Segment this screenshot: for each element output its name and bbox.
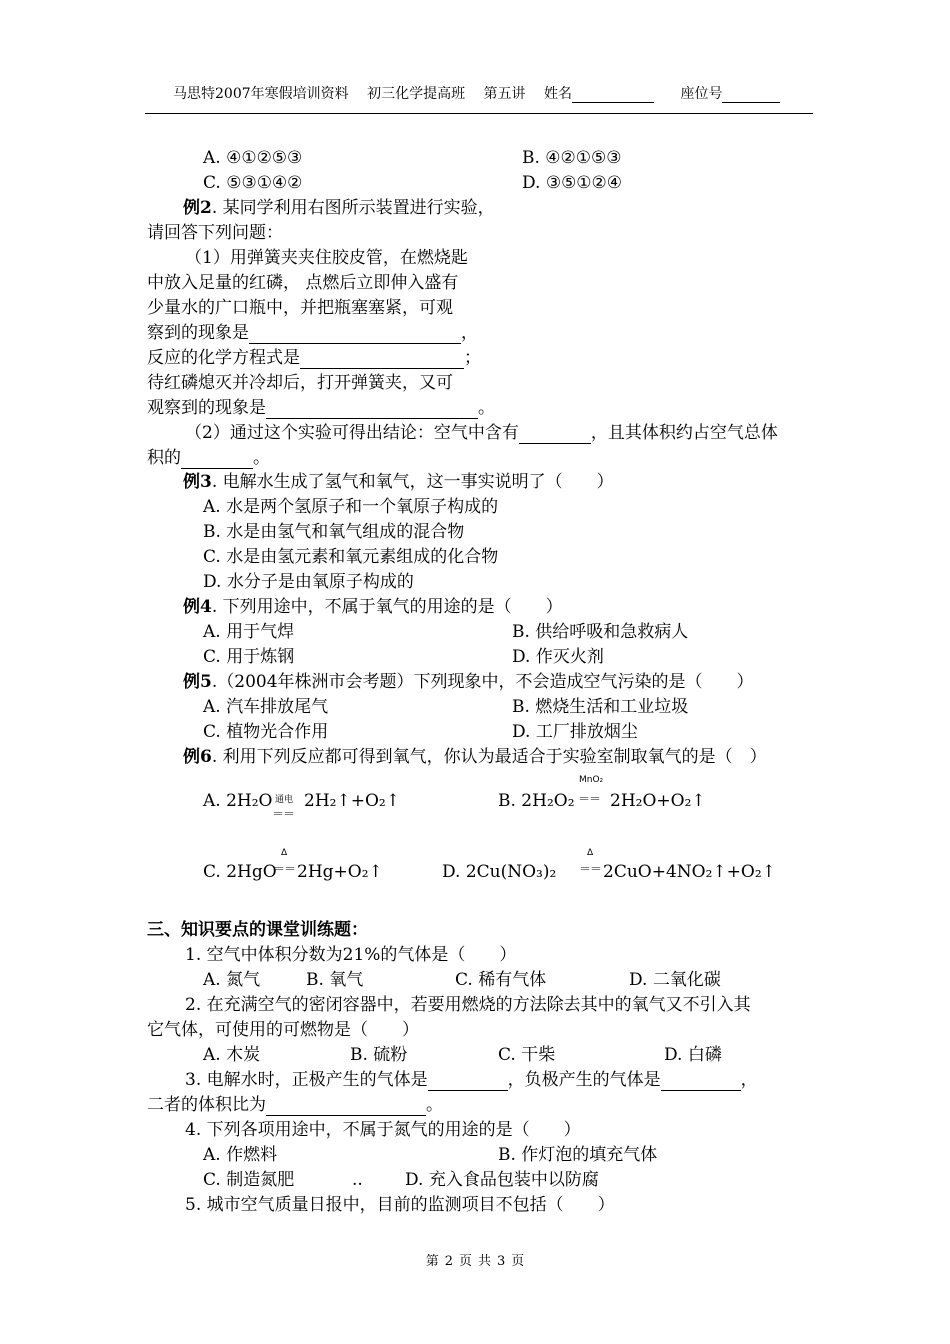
- t1-option-c: C. 稀有气体: [455, 970, 547, 990]
- ex6-option-a-reactant: A. 2H₂O: [203, 791, 273, 811]
- section3-title: 三、知识要点的课堂训练题：: [147, 920, 368, 940]
- q1-option-b: B. ④②①⑤③: [522, 148, 622, 168]
- ex6-option-b-equals: ＝＝: [578, 792, 601, 806]
- q1-option-d: D. ③⑤①②④: [522, 173, 623, 193]
- ex5-option-d: D. 工厂排放烟尘: [512, 722, 638, 742]
- ex2-line4: 中放入足量的红磷， 点燃后立即伸入盛有: [147, 273, 459, 293]
- ex2-phenomenon-label: 察到的现象是: [147, 323, 249, 343]
- page-header: [173, 83, 794, 103]
- ex2-label: 例2: [183, 198, 212, 218]
- t3-ratio-label: 二者的体积比为: [147, 1095, 266, 1115]
- ex6-option-b-condition: MnO₂: [579, 775, 604, 785]
- ex4-option-d: D. 作灭火剂: [512, 647, 604, 667]
- ex5-option-c: C. 植物光合作用: [203, 722, 329, 742]
- t4-option-a: A. 作燃料: [203, 1145, 278, 1165]
- ex6-option-c-equals: ＝＝: [273, 862, 296, 876]
- ex2-line8: 待红磷熄灭并冷却后，打开弹簧夹，又可: [147, 373, 453, 393]
- footer-page-unit: 页: [458, 1254, 472, 1269]
- header-seat-label: 座位号: [680, 86, 723, 102]
- ex5-option-b: B. 燃烧生活和工业垃圾: [512, 697, 689, 717]
- ex3-option-b: B. 水是由氢气和氧气组成的混合物: [203, 522, 465, 542]
- t1-stem: 1. 空气中体积分数为21%的气体是（ ）: [185, 945, 517, 965]
- ex6-option-c-product: 2Hg+O₂↑: [297, 862, 383, 882]
- ex2-phenomenon-blank[interactable]: [249, 325, 461, 344]
- ex2-comma: ，: [461, 323, 478, 343]
- ex2-stem: . 某同学利用右图所示装置进行实验，: [211, 198, 495, 218]
- ex6-option-a-product: 2H₂↑+O₂↑: [304, 791, 400, 811]
- ex2-equation-label: 反应的化学方程式是: [147, 348, 300, 368]
- ex3-option-a: A. 水是两个氢原子和一个氧原子构成的: [203, 497, 499, 517]
- t1-option-b: B. 氧气: [306, 970, 364, 990]
- t4-stem: 4. 下列各项用途中，不属于氮气的用途的是（ ）: [185, 1120, 581, 1140]
- ex2-semicolon: ；: [464, 348, 481, 368]
- header-title: 马思特2007年寒假培训资料: [173, 86, 349, 102]
- ex5-label: 例5: [183, 672, 212, 692]
- t3-line2: [147, 1094, 443, 1116]
- footer-page-number: 2: [444, 1254, 453, 1269]
- header-divider: [145, 113, 813, 114]
- ex4-option-b: B. 供给呼吸和急救病人: [512, 622, 689, 642]
- ex6-option-d-condition: Δ: [587, 848, 594, 858]
- t4-option-c: C. 制造氮肥: [203, 1170, 295, 1190]
- ex6-stem: . 利用下列反应都可得到氧气，你认为最适合于实验室制取氧气的是（ ）: [211, 747, 767, 767]
- t3-period: 。: [426, 1095, 443, 1115]
- ex2-line11: [147, 447, 270, 469]
- ex6-option-c-condition: Δ: [281, 848, 288, 858]
- ex3-option-c: C. 水是由氢元素和氧元素组成的化合物: [203, 547, 499, 567]
- ex2-line3: （1）用弹簧夹夹住胶皮管，在燃烧匙: [185, 248, 468, 268]
- ex6-stem-line: [183, 746, 767, 768]
- ex6-option-a-equals: ＝＝: [272, 807, 295, 821]
- q1-option-c: C. ⑤③①④②: [203, 173, 303, 193]
- t2-line1: 2. 在充满空气的密闭容器中，若要用燃烧的方法除去其中的氧气又不引入其: [185, 995, 751, 1015]
- ex2-line5: 少量水的广口瓶中，并把瓶塞塞紧，可观: [147, 298, 453, 318]
- ex2-line7: [147, 347, 481, 369]
- t3-positive-label: 3. 电解水时，正极产生的气体是: [185, 1070, 428, 1090]
- ex3-label: 例3: [183, 472, 212, 492]
- ex4-option-c: C. 用于炼钢: [203, 647, 295, 667]
- ex6-label: 例6: [183, 747, 212, 767]
- ex5-option-a: A. 汽车排放尾气: [203, 697, 329, 717]
- ex4-stem: . 下列用途中，不属于氧气的用途的是（ ）: [211, 597, 563, 617]
- footer-total-label: 共: [478, 1254, 492, 1269]
- seat-blank[interactable]: [722, 88, 780, 103]
- t2-option-a: A. 木炭: [203, 1045, 261, 1065]
- ex6-option-c-reactant: C. 2HgO: [203, 862, 277, 882]
- t3-negative-blank[interactable]: [661, 1072, 741, 1091]
- ex4-label: 例4: [183, 597, 212, 617]
- ex2-equation-blank[interactable]: [300, 350, 464, 369]
- t2-option-c: C. 干柴: [498, 1045, 556, 1065]
- t2-option-d: D. 白磷: [664, 1045, 722, 1065]
- ex3-stem: . 电解水生成了氢气和氧气，这一事实说明了（ ）: [211, 472, 614, 492]
- ex2-period: 。: [478, 398, 495, 418]
- ex3-stem-line: [183, 471, 614, 493]
- ex6-option-d-product: 2CuO+4NO₂↑+O₂↑: [603, 862, 776, 882]
- t4-option-d: D. 充入食品包装中以防腐: [405, 1170, 599, 1190]
- footer-total-unit: 页: [511, 1254, 525, 1269]
- t4-option-b: B. 作灯泡的填充气体: [498, 1145, 658, 1165]
- t2-option-b: B. 硫粉: [350, 1045, 408, 1065]
- ex6-option-b-reactant: B. 2H₂O₂: [498, 791, 575, 811]
- ex2-gas-blank[interactable]: [519, 425, 591, 444]
- ex2-phenomenon2-label: 观察到的现象是: [147, 398, 266, 418]
- t2-line2: 它气体，可使用的可燃物是（ ）: [147, 1020, 419, 1040]
- ex6-option-d-reactant: D. 2Cu(NO₃)₂: [442, 862, 557, 882]
- t3-ratio-blank[interactable]: [266, 1097, 426, 1116]
- t5-stem: 5. 城市空气质量日报中，目前的监测项目不包括（ ）: [185, 1195, 615, 1215]
- ex2-phenomenon2-blank[interactable]: [266, 400, 478, 419]
- ex2-conclusion-label: （2）通过这个实验可得出结论：空气中含有: [185, 423, 519, 443]
- q1-option-a: A. ④①②⑤③: [203, 148, 303, 168]
- footer-prefix: 第: [425, 1254, 439, 1269]
- ex2-line10: [185, 422, 778, 444]
- header-name-label: 姓名: [544, 86, 572, 102]
- ex2-volume-blank[interactable]: [181, 450, 253, 469]
- t3-comma: ，: [740, 1070, 758, 1090]
- ex2-conclusion-tail: ，且其体积约占空气总体: [590, 423, 778, 443]
- ex6-option-a-condition: 通电: [275, 795, 294, 805]
- t1-option-d: D. 二氧化碳: [629, 970, 721, 990]
- t3-negative-label: ，负极产生的气体是: [507, 1070, 661, 1090]
- ex5-stem: .（2004年株洲市会考题）下列现象中，不会造成空气污染的是（ ）: [211, 672, 754, 692]
- t4-dots: ..: [352, 1170, 363, 1190]
- header-class: 初三化学提高班: [367, 86, 466, 102]
- page-footer: [0, 1250, 950, 1269]
- ex4-option-a: A. 用于气焊: [203, 622, 295, 642]
- ex2-line2: 请回答下列问题：: [147, 223, 283, 243]
- t1-option-a: A. 氮气: [203, 970, 261, 990]
- header-lesson: 第五讲: [483, 86, 526, 102]
- t3-positive-blank[interactable]: [428, 1072, 508, 1091]
- ex6-option-d-equals: ＝＝: [579, 862, 602, 876]
- ex6-option-b-product: 2H₂O+O₂↑: [610, 791, 706, 811]
- t3-line1: [185, 1069, 758, 1091]
- ex2-volume-period: 。: [253, 448, 270, 468]
- ex3-option-d: D. 水分子是由氧原子构成的: [203, 572, 414, 592]
- ex4-stem-line: [183, 596, 563, 618]
- ex2-line9: [147, 397, 495, 419]
- ex2-line1: [183, 197, 495, 219]
- ex2-volume-label: 积的: [147, 448, 181, 468]
- ex2-line6: [147, 322, 478, 344]
- name-blank[interactable]: [572, 88, 654, 103]
- ex5-stem-line: [183, 671, 754, 693]
- footer-total-pages: 3: [497, 1254, 506, 1269]
